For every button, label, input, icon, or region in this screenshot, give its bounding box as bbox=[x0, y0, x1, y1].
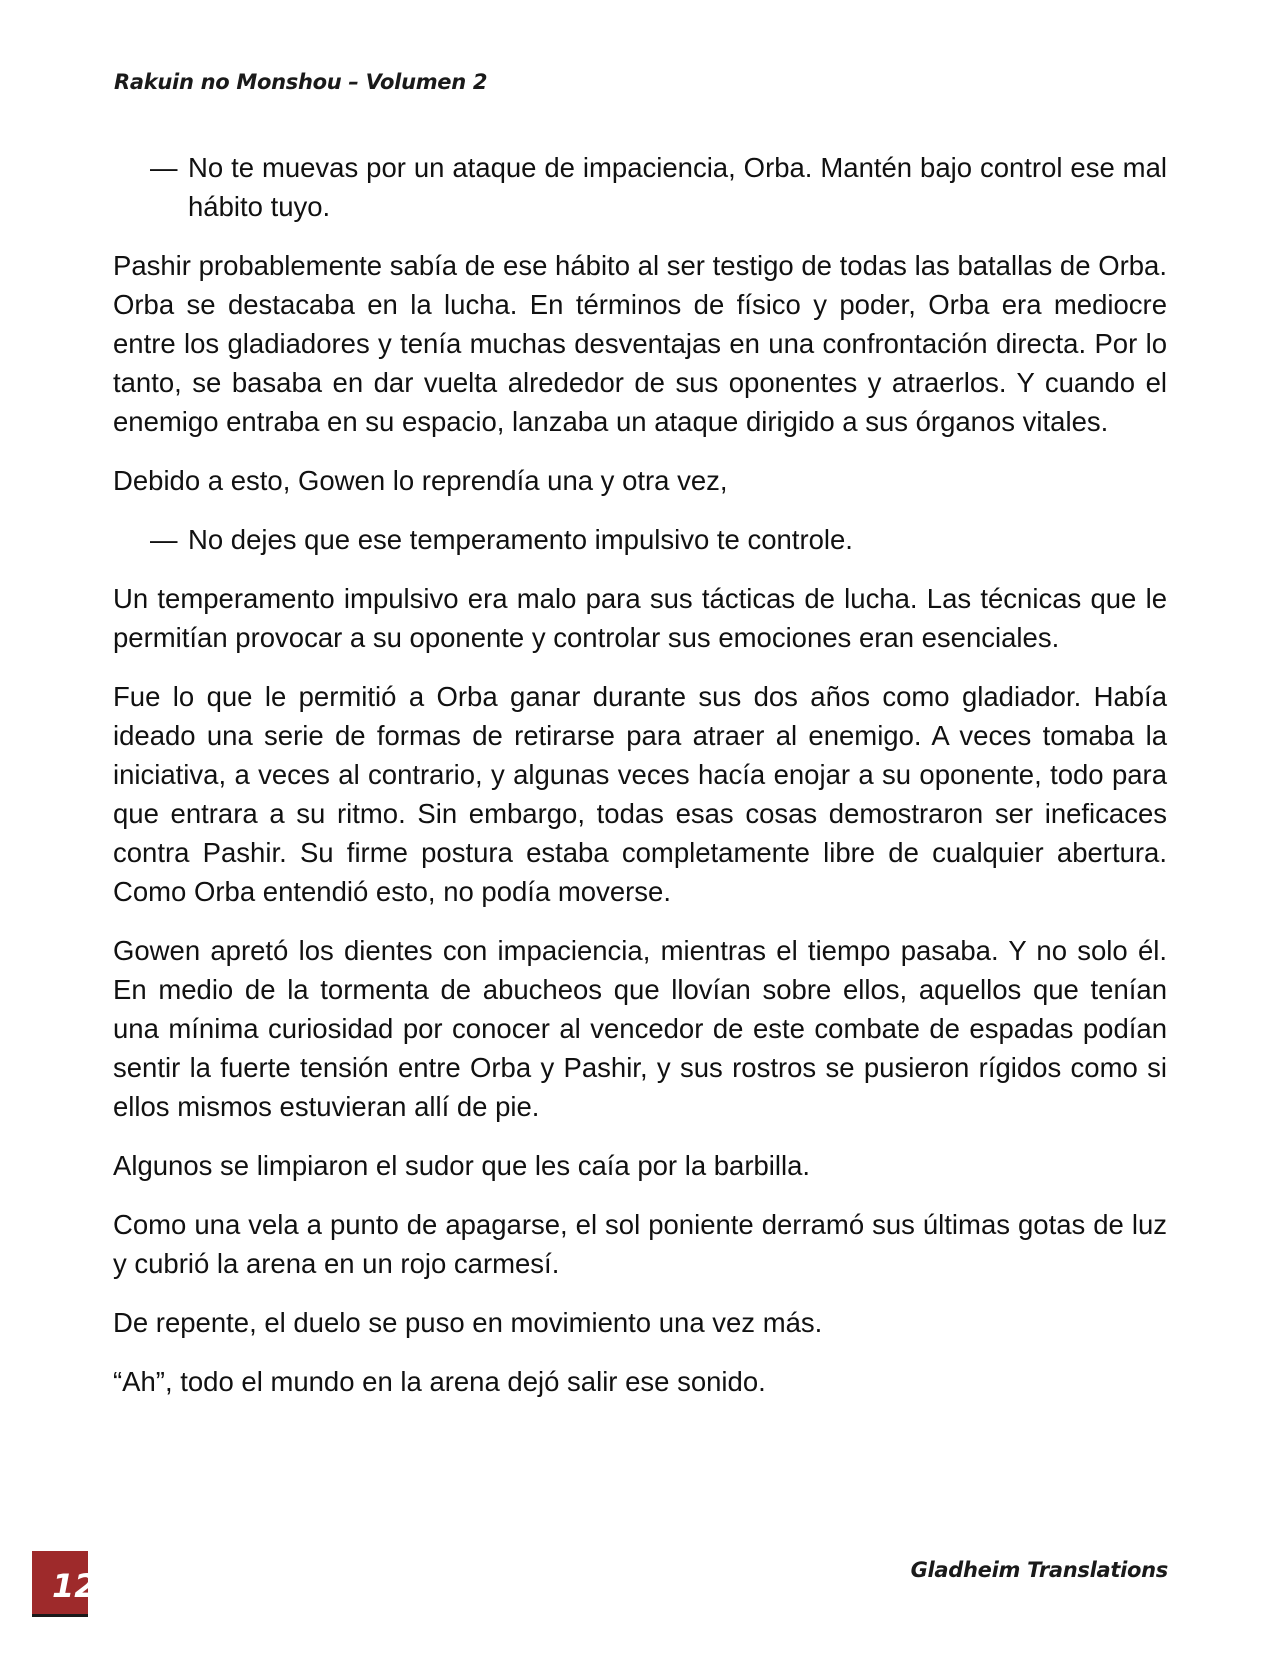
dialogue-text: No dejes que ese temperamento impulsivo te controle. bbox=[188, 524, 853, 555]
dialogue-dash: — bbox=[150, 524, 178, 555]
body-paragraph: Como una vela a punto de apagarse, el sol poniente derramó sus últimas gotas de luz y cubrió la arena en un rojo carmesí. bbox=[113, 1209, 1167, 1279]
body-paragraph: Fue lo que le permitió a Orba ganar durante sus dos años como gladiador. Había ideado una serie de formas de retirarse para atraer al enemigo. A veces tomaba la iniciativa, a veces al contrario, y algunas veces hacía enojar a su oponente, todo para que entrara a su ritmo. Sin embargo, todas esas cosas demostraron ser ineficaces contra Pashir. Su firme postura estaba completamente libre de cualquier abertura. Como Orba entendió esto, no podía moverse. bbox=[113, 681, 1167, 907]
page-number-underline bbox=[32, 1614, 88, 1617]
dialogue-text: No te muevas por un ataque de impaciencia, Orba. Mantén bajo control ese mal hábito tuyo. bbox=[188, 152, 1167, 222]
page-body bbox=[113, 148, 1167, 1421]
dialogue-paragraph bbox=[113, 148, 1167, 226]
dialogue-paragraph bbox=[113, 520, 1167, 559]
page-number: 12 bbox=[52, 1567, 97, 1605]
running-header: Rakuin no Monshou – Volumen 2 bbox=[114, 70, 488, 94]
footer-credit: Gladheim Translations bbox=[910, 1558, 1168, 1582]
body-paragraph: De repente, el duelo se puso en movimiento una vez más. bbox=[113, 1307, 823, 1338]
body-paragraph: Gowen apretó los dientes con impaciencia, mientras el tiempo pasaba. Y no solo él. En medio de la tormenta de abucheos que llovían sobre ellos, aquellos que tenían una mínima curiosidad por conocer al vencedor de este combate de espadas podían sentir la fuerte tensión entre Orba y Pashir, y sus rostros se pusieron rígidos como si ellos mismos estuvieran allí de pie. bbox=[113, 935, 1167, 1122]
dialogue-dash: — bbox=[150, 152, 178, 183]
body-paragraph: Un temperamento impulsivo era malo para sus tácticas de lucha. Las técnicas que le permitían provocar a su oponente y controlar sus emociones eran esenciales. bbox=[113, 583, 1167, 653]
body-paragraph: Debido a esto, Gowen lo reprendía una y otra vez, bbox=[113, 465, 728, 496]
body-paragraph: Pashir probablemente sabía de ese hábito al ser testigo de todas las batallas de Orba. Orba se destacaba en la lucha. En términos de físico y poder, Orba era mediocre entre los gladiadores y tenía muchas desventajas en una confrontación directa. Por lo tanto, se basaba en dar vuelta alrededor de sus oponentes y atraerlos. Y cuando el enemigo entraba en su espacio, lanzaba un ataque dirigido a sus órganos vitales. bbox=[113, 250, 1167, 437]
body-paragraph: “Ah”, todo el mundo en la arena dejó salir ese sonido. bbox=[113, 1366, 766, 1397]
body-paragraph: Algunos se limpiaron el sudor que les caía por la barbilla. bbox=[113, 1150, 811, 1181]
